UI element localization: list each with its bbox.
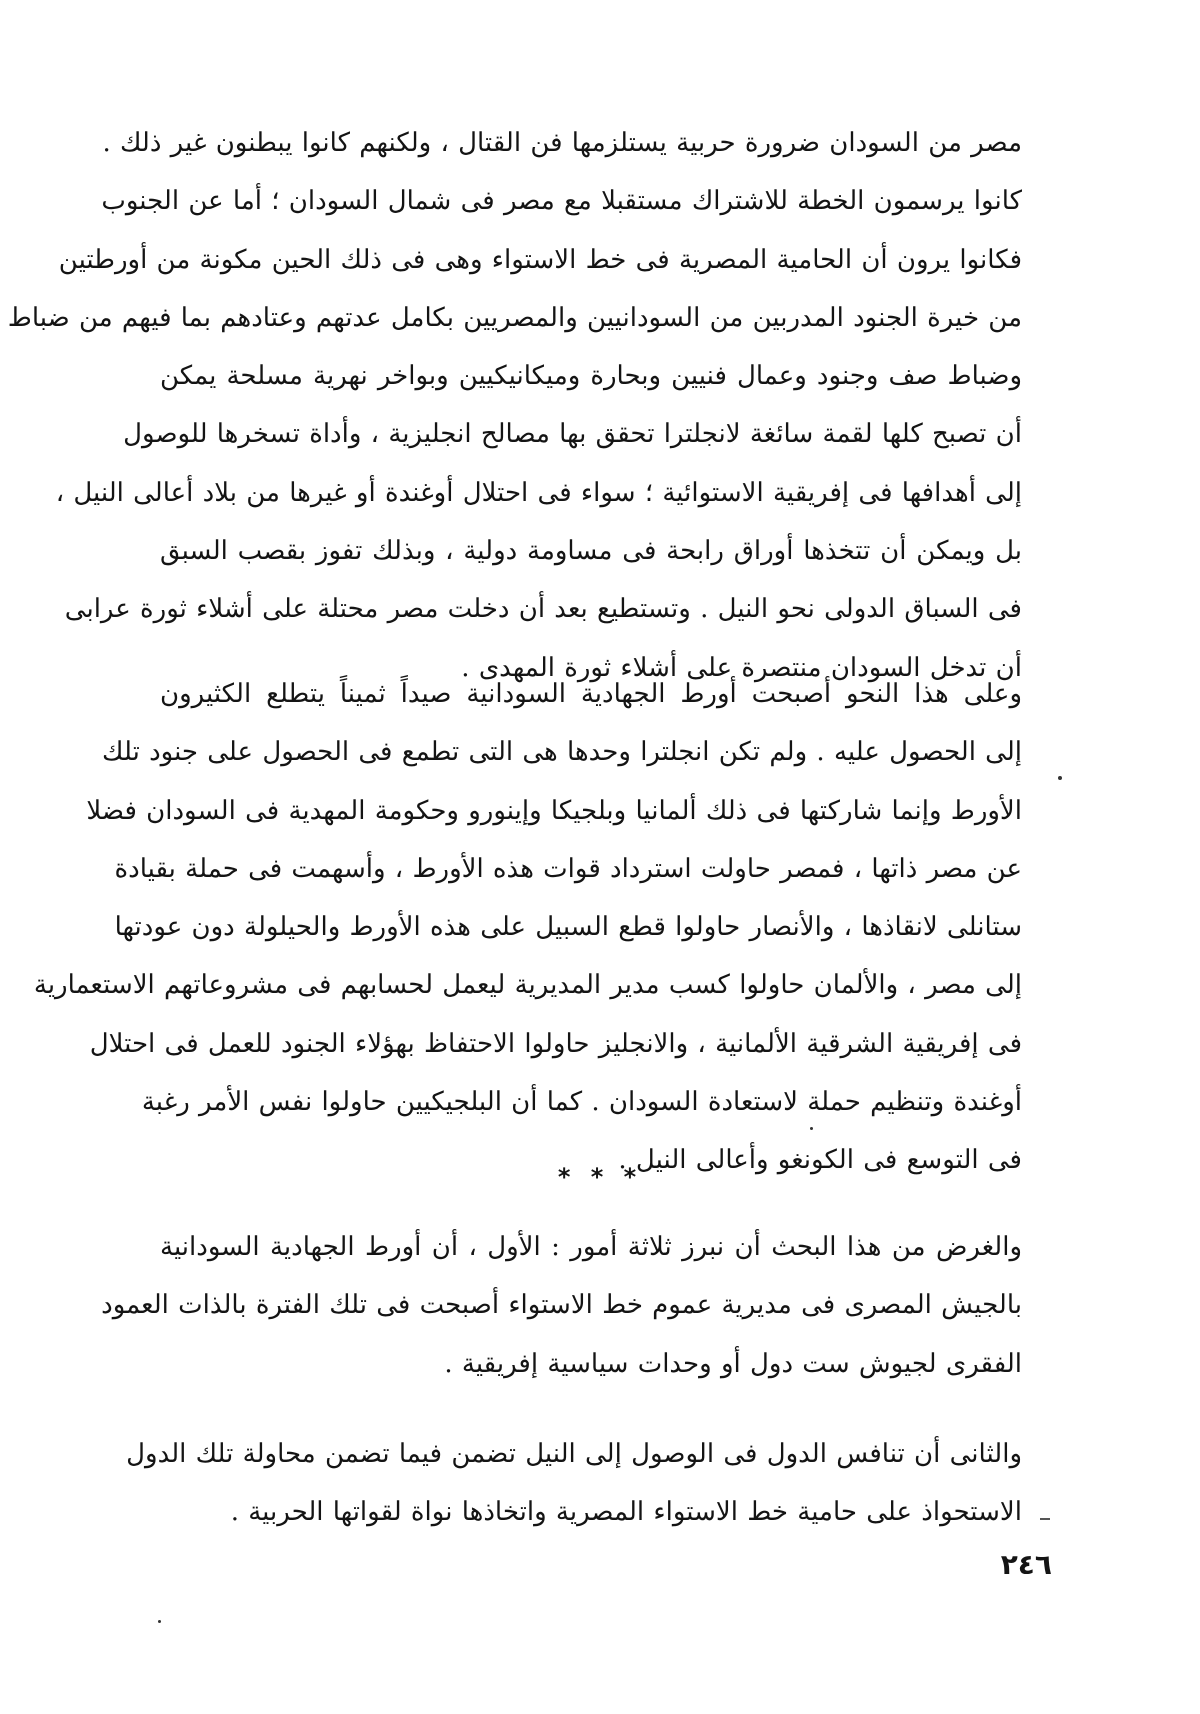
paragraph-2-line-2: إلى الحصول عليه . ولم تكن انجلترا وحدها هى التى تطمع فى الحصول على جنود تلك [102, 737, 1022, 768]
paragraph-3-line-2: بالجيش المصرى فى مديرية عموم خط الاستواء أصبحت فى تلك الفترة بالذات العمود [101, 1290, 1022, 1321]
paragraph-4-line-2: الاستحواذ على حامية خط الاستواء المصرية واتخاذها نواة لقواتها الحربية . [230, 1497, 1022, 1528]
paragraph-3-line-1: والغرض من هذا البحث أن نبرز ثلاثة أمور : الأول ، أن أورط الجهادية السودانية [160, 1232, 1022, 1262]
paragraph-4-line-1: والثانى أن تنافس الدول فى الوصول إلى النيل تضمن فيما تضمن محاولة تلك الدول [126, 1439, 1022, 1469]
paragraph-2-line-8: أوغندة وتنظيم حملة لاستعادة السودان . كما أن البلجيكيين حاولوا نفس الأمر رغبة [141, 1087, 1022, 1118]
paragraph-1-line-1: مصر من السودان ضرورة حربية يستلزمها فن القتال ، ولكنهم كانوا يبطنون غير ذلك . [102, 128, 1022, 158]
scan-speck [1058, 776, 1062, 780]
paragraph-1-line-4: من خيرة الجنود المدربين من السودانيين والمصريين بكامل عدتهم وعتادهم بما فيهم من ضباط [7, 302, 1022, 333]
paragraph-1-line-6: أن تصبح كلها لقمة سائغة لانجلترا تحقق بها مصالح انجليزية ، وأداة تسخرها للوصول [123, 419, 1022, 450]
paragraph-3-line-3: الفقرى لجيوش ست دول أو وحدات سياسية إفريقية . [444, 1348, 1022, 1379]
section-separator: * * * [557, 1163, 643, 1191]
paragraph-1-line-2: كانوا يرسمون الخطة للاشتراك مستقبلا مع مصر فى شمال السودان ؛ أما عن الجنوب [101, 186, 1022, 217]
paragraph-4 [126, 1425, 1022, 1542]
paragraph-2-line-9: فى التوسع فى الكونغو وأعالى النيل . [618, 1145, 1022, 1176]
paragraph-2-line-3: الأورط وإنما شاركتها فى ذلك ألمانيا وبلجيكا وإينورو وحكومة المهدية فى السودان فضلا [86, 795, 1022, 826]
scan-speck [158, 1620, 161, 1623]
paragraph-2 [33, 665, 1022, 1190]
paragraph-1-line-9: فى السباق الدولى نحو النيل . وتستطيع بعد أن دخلت مصر محتلة على أشلاء ثورة عرابى [64, 594, 1022, 625]
paragraph-2-line-1: وعلى هذا النحو أصبحت أورط الجهادية السودانية صيداً ثميناً يتطلع الكثيرون [160, 679, 1022, 709]
paragraph-3 [101, 1218, 1022, 1393]
scan-dash [1040, 1518, 1050, 1520]
paragraph-1-line-7: إلى أهدافها فى إفريقية الاستوائية ؛ سواء فى احتلال أوغندة أو غيرها من بلاد أعالى النيل ، [55, 477, 1022, 508]
paragraph-2-line-6: إلى مصر ، والألمان حاولوا كسب مدير المديرية ليعمل لحسابهم فى مشروعاتهم الاستعمارية [33, 970, 1022, 1001]
paragraph-2-line-5: ستانلى لانقاذها ، والأنصار حاولوا قطع السبيل على هذه الأورط والحيلولة دون عودتها [114, 912, 1022, 943]
paragraph-1-line-5: وضباط صف وجنود وعمال فنيين وبحارة وميكانيكيين وبواخر نهرية مسلحة يمكن [160, 361, 1022, 392]
paragraph-1-line-10: أن تدخل السودان منتصرة على أشلاء ثورة المهدى . [461, 652, 1022, 683]
page-number: ٢٤٦ [1000, 1548, 1052, 1581]
scan-speck [810, 1127, 813, 1130]
paragraph-2-line-7: فى إفريقية الشرقية الألمانية ، والانجليز حاولوا الاحتفاظ بهؤلاء الجنود للعمل فى احتلال [89, 1028, 1022, 1059]
paragraph-1 [7, 114, 1022, 697]
paragraph-1-line-8: بل ويمكن أن تتخذها أوراق رابحة فى مساومة دولية ، وبذلك تفوز بقصب السبق [160, 536, 1022, 567]
paragraph-2-line-4: عن مصر ذاتها ، فمصر حاولت استرداد قوات هذه الأورط ، وأسهمت فى حملة بقيادة [114, 853, 1022, 884]
paragraph-1-line-3: فكانوا يرون أن الحامية المصرية فى خط الاستواء وهى فى ذلك الحين مكونة من أورطتين [58, 244, 1022, 275]
